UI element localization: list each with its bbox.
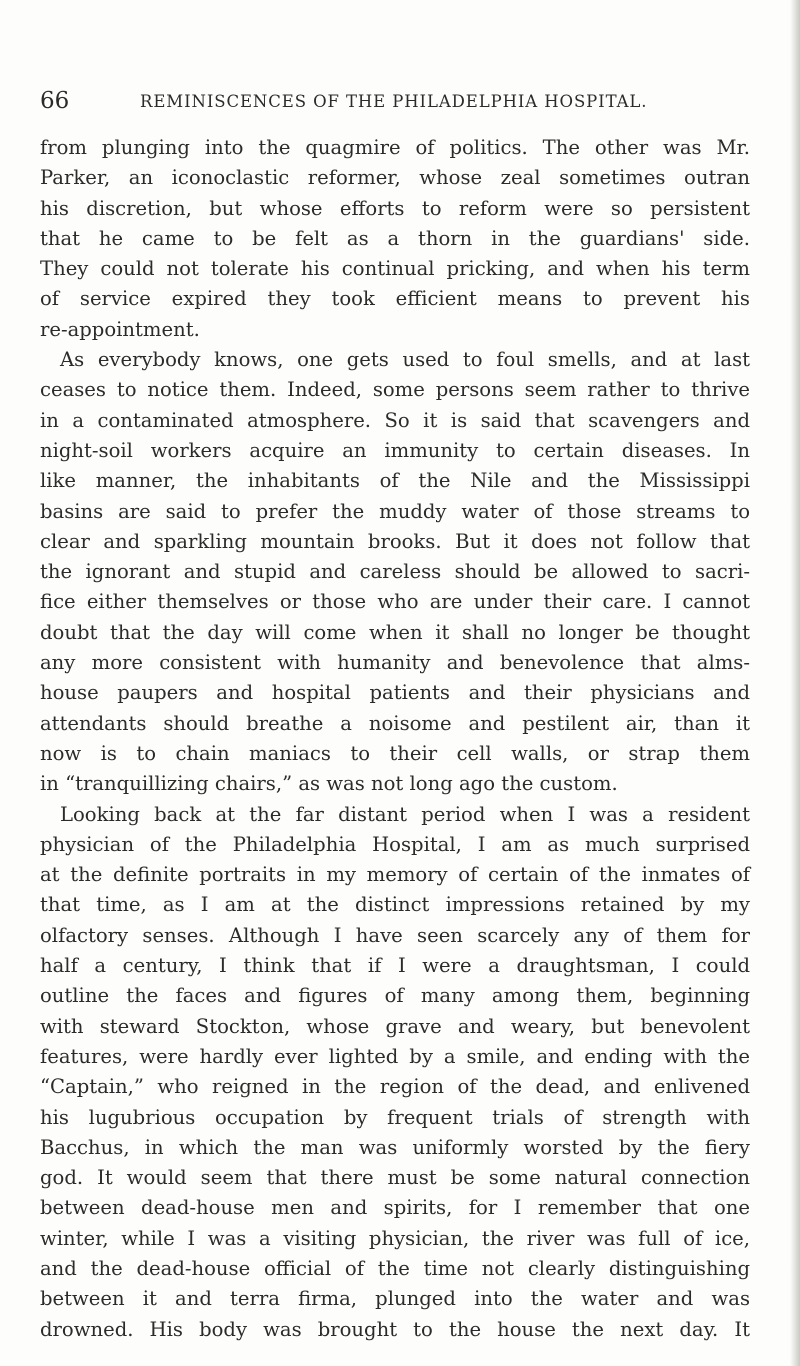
text-line: his lugubrious occupation by frequent trials of strength with (40, 1105, 750, 1129)
text-line: features, were hardly ever lighted by a smile, and ending with the (40, 1044, 750, 1068)
text-line: of service expired they took efficient means to prevent his (40, 287, 750, 311)
text-line: winter, while I was a visiting physician, the river was full of ice, (40, 1226, 750, 1250)
text-line: clear and sparkling mountain brooks. But it does not follow that (40, 529, 750, 553)
page-edge-shadow (790, 0, 800, 1366)
text-line: and the dead-house official of the time not clearly distinguishing (40, 1256, 750, 1280)
text-line: drowned. His body was brought to the house the next day. It (40, 1317, 750, 1341)
text-line: god. It would seem that there must be some natural connection (40, 1166, 750, 1190)
text-line: Bacchus, in which the man was uniformly worsted by the fiery (40, 1135, 750, 1159)
text-line: As everybody knows, one gets used to foul smells, and at last (60, 348, 750, 372)
text-line: basins are said to prefer the muddy water of those streams to (40, 499, 750, 523)
text-line: that he came to be felt as a thorn in the guardians' side. (40, 226, 750, 250)
running-title: REMINISCENCES OF THE PHILADELPHIA HOSPITAL. (140, 92, 648, 111)
text-line: in “tranquillizing chairs,” as was not long ago the custom. (40, 772, 618, 796)
text-line: that time, as I am at the distinct impressions retained by my (40, 893, 750, 917)
text-line: attendants should breathe a noisome and pestilent air, than it (40, 711, 750, 735)
text-line: the ignorant and stupid and careless should be allowed to sacri- (40, 560, 750, 584)
text-line: now is to chain maniacs to their cell walls, or strap them (40, 741, 750, 765)
page-number: 66 (40, 88, 70, 114)
text-line: half a century, I think that if I were a draughtsman, I could (40, 954, 750, 978)
text-line: house paupers and hospital patients and their physicians and (40, 681, 750, 705)
text-line: between dead-house men and spirits, for I remember that one (40, 1196, 750, 1220)
text-line: his discretion, but whose efforts to reform were so persistent (40, 196, 750, 220)
text-line: any more consistent with humanity and benevolence that alms- (40, 651, 750, 675)
text-line: Parker, an iconoclastic reformer, whose zeal sometimes outran (40, 166, 750, 190)
text-line: ceases to notice them. Indeed, some persons seem rather to thrive (40, 378, 750, 402)
text-line: physician of the Philadelphia Hospital, I am as much surprised (40, 832, 750, 856)
text-line: with steward Stockton, whose grave and weary, but benevolent (40, 1014, 750, 1038)
body-text (40, 133, 750, 1345)
text-line: like manner, the inhabitants of the Nile and the Mississippi (40, 469, 750, 493)
text-line: outline the faces and figures of many among them, beginning (40, 984, 750, 1008)
running-header (40, 86, 740, 116)
text-line: re-appointment. (40, 317, 200, 341)
text-line: “Captain,” who reigned in the region of the dead, and enlivened (40, 1075, 750, 1099)
text-line: at the definite portraits in my memory of certain of the inmates of (40, 863, 750, 887)
text-line: night-soil workers acquire an immunity to certain diseases. In (40, 438, 750, 462)
text-line: between it and terra firma, plunged into the water and was (40, 1287, 750, 1311)
text-line: from plunging into the quagmire of politics. The other was Mr. (40, 136, 750, 159)
text-line: Looking back at the far distant period when I was a resident (60, 802, 750, 826)
text-line: They could not tolerate his continual pricking, and when his term (40, 257, 750, 281)
text-line: in a contaminated atmosphere. So it is said that scavengers and (40, 408, 750, 432)
text-line: fice either themselves or those who are under their care. I cannot (40, 590, 750, 614)
text-line: olfactory senses. Although I have seen scarcely any of them for (40, 923, 750, 947)
text-line: doubt that the day will come when it shall no longer be thought (40, 620, 750, 644)
